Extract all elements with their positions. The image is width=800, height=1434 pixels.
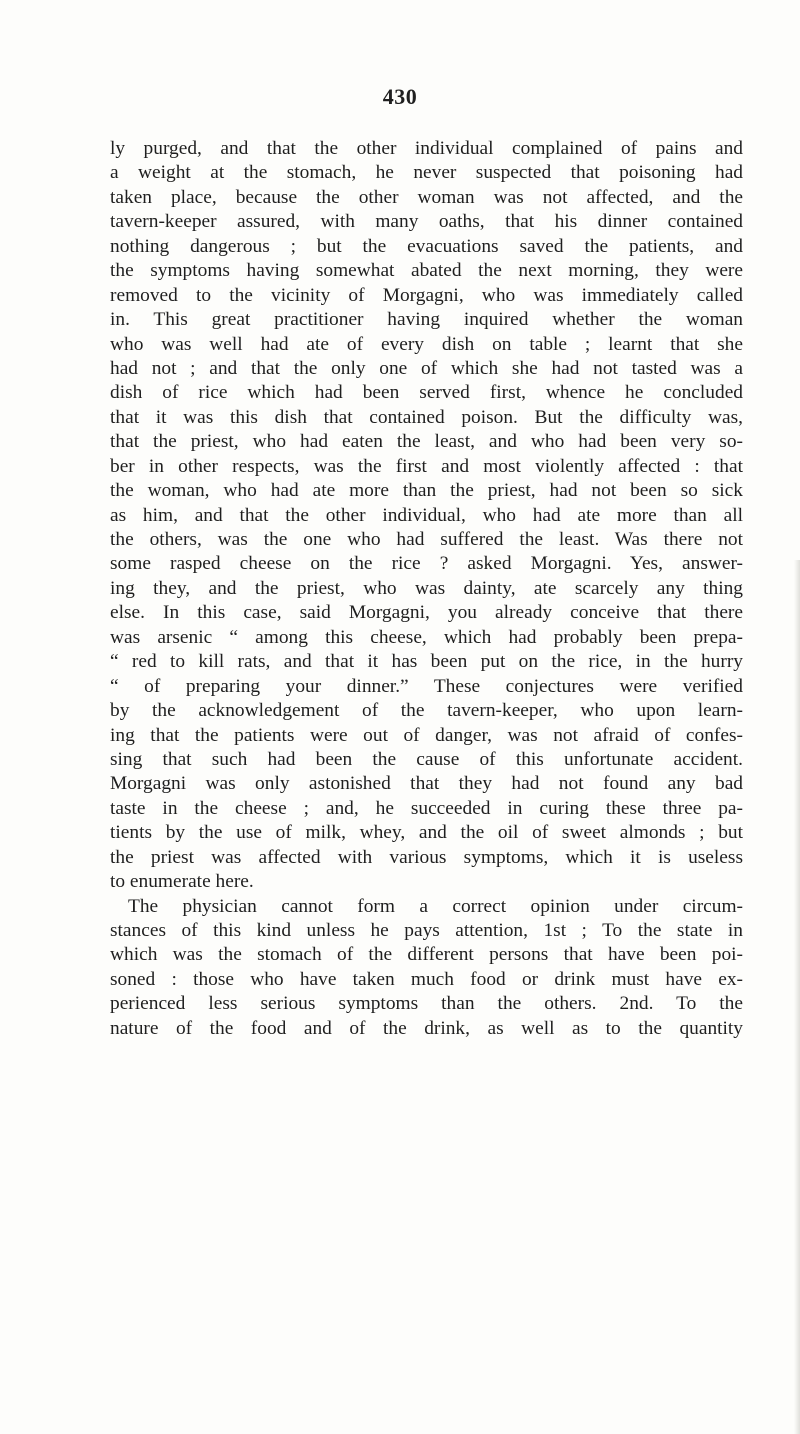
text-line: soned : those who have taken much food or drink must have ex- (110, 968, 743, 990)
text-line: was arsenic “ among this cheese, which had probably been prepa- (110, 626, 743, 648)
text-line: the woman, who had ate more than the priest, had not been so sick (110, 480, 743, 502)
text-line: The physician cannot form a correct opinion under circum- (128, 895, 743, 917)
text-line: “ of preparing your dinner.” These conjectures were verified (110, 675, 743, 697)
text-line: Morgagni was only astonished that they had not found any bad (110, 773, 743, 795)
text-line: who was well had ate of every dish on table ; learnt that she (110, 333, 743, 355)
text-line: tavern-keeper assured, with many oaths, that his dinner contained (110, 211, 743, 233)
text-line: ly purged, and that the other individual complained of pains and (110, 138, 743, 159)
text-line: nature of the food and of the drink, as well as to the quantity (110, 1017, 743, 1039)
text-line: taken place, because the other woman was not affected, and the (110, 186, 743, 208)
text-line: the priest was affected with various symptoms, which it is useless (110, 846, 743, 868)
body-text (110, 137, 743, 1041)
text-line: dish of rice which had been served first, whence he concluded (110, 382, 743, 404)
text-line: ing that the patients were out of danger, was not afraid of confes- (110, 724, 743, 746)
text-line: ber in other respects, was the first and most violently affected : that (110, 455, 743, 477)
text-line: the symptoms having somewhat abated the next morning, they were (110, 260, 743, 282)
text-line: that it was this dish that contained poison. But the difficulty was, (110, 406, 743, 428)
text-line: stances of this kind unless he pays attention, 1st ; To the state in (110, 920, 743, 941)
text-line: to enumerate here. (110, 871, 254, 893)
text-line: that the priest, who had eaten the least, and who had been very so- (110, 431, 743, 453)
text-line: removed to the vicinity of Morgagni, who was immediately called (110, 284, 743, 306)
text-line: nothing dangerous ; but the evacuations saved the patients, and (110, 235, 743, 257)
text-line: as him, and that the other individual, who had ate more than all (110, 504, 743, 526)
text-line: in. This great practitioner having inquired whether the woman (110, 309, 743, 331)
text-line: some rasped cheese on the rice ? asked Morgagni. Yes, answer- (110, 553, 743, 575)
text-line: ing they, and the priest, who was dainty, ate scarcely any thing (110, 577, 743, 599)
page-number: 430 (382, 84, 418, 109)
text-line: “ red to kill rats, and that it has been put on the rice, in the hurry (110, 651, 743, 673)
text-line: had not ; and that the only one of which she had not tasted was a (110, 357, 743, 379)
text-line: sing that such had been the cause of this unfortunate accident. (110, 748, 743, 770)
text-line: a weight at the stomach, he never suspected that poisoning had (110, 162, 743, 184)
text-line: else. In this case, said Morgagni, you already conceive that there (110, 602, 743, 624)
text-line: which was the stomach of the different persons that have been poi- (110, 944, 743, 966)
text-line: tients by the use of milk, whey, and the oil of sweet almonds ; but (110, 822, 743, 844)
text-line: by the acknowledgement of the tavern-keeper, who upon learn- (110, 700, 743, 722)
text-line: taste in the cheese ; and, he succeeded in curing these three pa- (110, 797, 743, 819)
text-line: the others, was the one who had suffered the least. Was there not (110, 529, 743, 550)
text-line: perienced less serious symptoms than the others. 2nd. To the (110, 993, 743, 1015)
page-edge-shadow (794, 560, 800, 1434)
